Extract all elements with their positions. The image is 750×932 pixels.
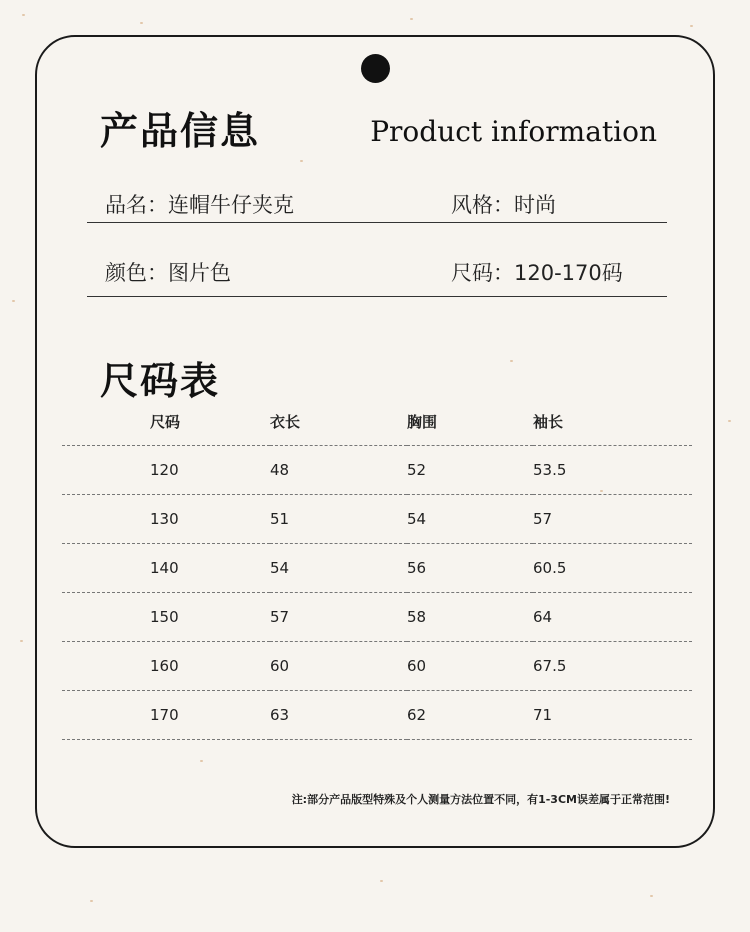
product-info-title-en: Product information [370,115,657,148]
table-cell: 71 [533,691,692,740]
table-cell: 58 [407,593,533,642]
table-cell: 53.5 [533,446,692,495]
table-header-row [62,398,692,446]
table-cell: 51 [270,495,407,544]
speckle [380,880,383,882]
column-header: 袖长 [533,398,692,446]
table-cell: 60.5 [533,544,692,593]
style-field [451,189,556,219]
table-cell: 63 [270,691,407,740]
speckle [690,25,693,27]
speckle [410,18,413,20]
column-header: 胸围 [407,398,533,446]
table-row [62,642,692,691]
color-label: 颜色： [105,261,168,285]
color-value: 图片色 [168,261,231,285]
table-cell: 130 [62,495,270,544]
speckle [140,22,143,24]
speckle [22,14,25,16]
table-cell: 170 [62,691,270,740]
measurement-note: 注:部分产品版型特殊及个人测量方法位置不同，有1-3CM误差属于正常范围! [291,793,670,806]
hang-tag-hole [361,54,390,83]
size-chart-table [62,398,692,740]
size-range-value: 120-170码 [514,261,623,285]
product-name-value: 连帽牛仔夹克 [168,193,294,217]
size-chart-title: 尺码表 [100,359,221,403]
speckle [728,420,731,422]
table-row [62,544,692,593]
column-header: 尺码 [62,398,270,446]
product-name-label: 品名： [105,193,168,217]
speckle [20,640,23,642]
table-row [62,446,692,495]
table-cell: 56 [407,544,533,593]
product-name-field [105,189,294,219]
style-label: 风格： [451,193,514,217]
size-range-field [451,257,623,287]
table-cell: 160 [62,642,270,691]
speckle [650,895,653,897]
speckle [12,300,15,302]
table-cell: 52 [407,446,533,495]
divider [87,296,667,297]
table-cell: 57 [533,495,692,544]
color-field [105,257,231,287]
table-cell: 140 [62,544,270,593]
table-row [62,495,692,544]
table-row [62,691,692,740]
divider [87,222,667,223]
table-cell: 120 [62,446,270,495]
size-range-label: 尺码： [451,261,514,285]
table-row [62,593,692,642]
table-cell: 67.5 [533,642,692,691]
table-cell: 62 [407,691,533,740]
table-cell: 60 [407,642,533,691]
table-cell: 64 [533,593,692,642]
table-cell: 60 [270,642,407,691]
product-info-title: 产品信息 [100,109,261,153]
column-header: 衣长 [270,398,407,446]
table-cell: 54 [270,544,407,593]
table-cell: 150 [62,593,270,642]
table-cell: 48 [270,446,407,495]
style-value: 时尚 [514,193,556,217]
table-cell: 57 [270,593,407,642]
speckle [90,900,93,902]
table-cell: 54 [407,495,533,544]
